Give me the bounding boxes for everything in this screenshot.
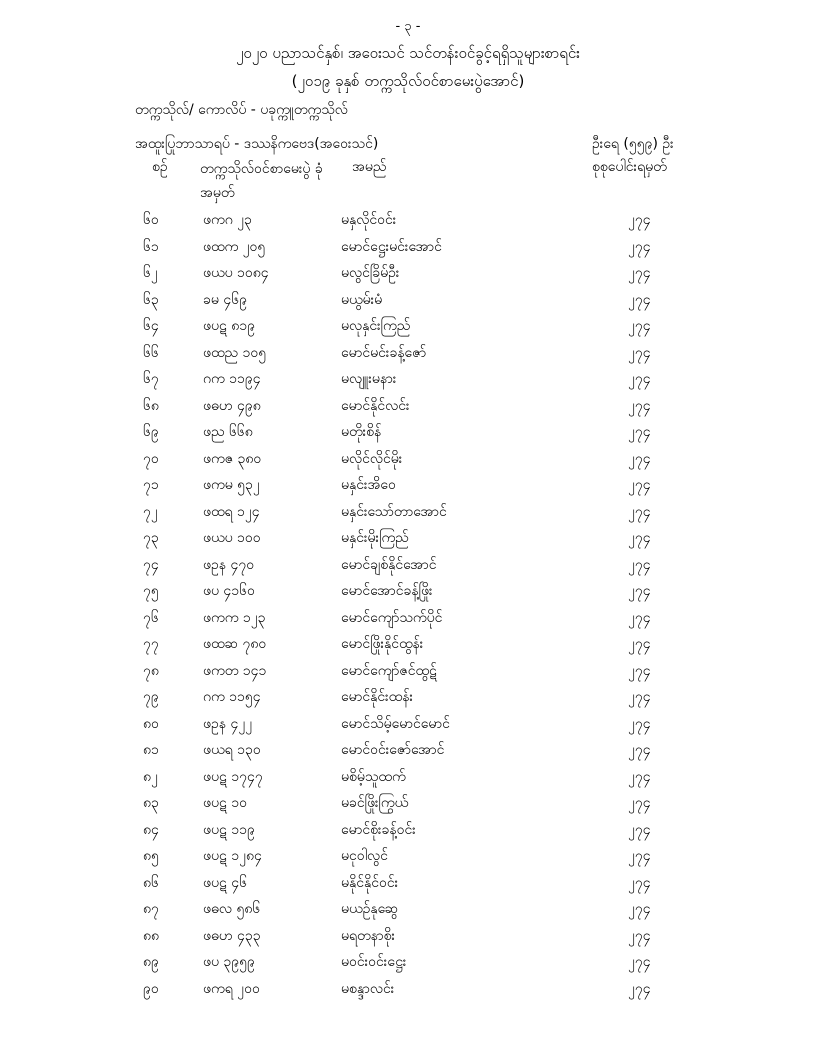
row-serial: ၇၈ xyxy=(143,662,159,679)
table-row xyxy=(0,420,816,447)
row-total-marks: ၂၇၄ xyxy=(628,530,651,546)
header-total-marks: စုစုပေါင်းရမှတ် xyxy=(592,159,667,175)
row-roll-number: ဖကရ ၂၀၀ xyxy=(203,980,260,997)
row-serial: ၇၆ xyxy=(143,609,159,626)
row-serial: ၇၀ xyxy=(143,450,159,467)
row-total-marks: ၂၇၄ xyxy=(628,212,651,228)
table-row xyxy=(0,950,816,977)
table-row xyxy=(0,367,816,394)
table-row xyxy=(0,844,816,871)
row-name: မောင်ကျော်သက်ပိုင် xyxy=(341,609,443,626)
row-name: မလုနှင်းကြည် xyxy=(341,318,411,334)
row-roll-number: ဖကက ၁၂၃ xyxy=(203,609,266,626)
header-roll-number: တက္ကသိုလ်ဝင်စာမေးပွဲ ခုံအမှတ် xyxy=(200,161,323,201)
row-total-marks: ၂၇၄ xyxy=(628,450,651,467)
row-total-marks: ၂၇၄ xyxy=(628,238,651,255)
row-name: မောင်နိုင်းထန်း xyxy=(341,689,414,705)
row-roll-number: ဖကတ ၁၄၁ xyxy=(203,662,267,679)
row-name: မနှင်းအိဝေ xyxy=(341,477,396,493)
row-total-marks: ၂၇၄ xyxy=(628,742,651,758)
row-name: မောင်ဋ္ဌေးမင်းအောင် xyxy=(341,238,442,255)
row-name: မောင်ချစ်နိုင်အောင် xyxy=(341,556,437,573)
row-name: မနှင်းမိုးကြည် xyxy=(341,530,409,546)
row-name: မောင်ကျော်ဇင်ထွဋ် xyxy=(341,662,437,679)
table-row xyxy=(0,606,816,633)
row-roll-number: ဖထရ ၁၂၄ xyxy=(203,503,260,520)
table-row xyxy=(0,632,816,659)
row-serial: ၇၄ xyxy=(143,556,159,573)
row-total-marks: ၂၇၄ xyxy=(628,291,651,308)
document-subtitle: (၂၀၁၉ ခုနှစ် တက္ကသိုလ်ဝင်စာမေးပွဲအောင်) xyxy=(291,72,525,90)
row-total-marks: ၂၇၄ xyxy=(628,318,651,334)
table-row xyxy=(0,288,816,315)
row-roll-number: ဖဓဟ ၄၉၈ xyxy=(203,397,261,414)
university-line: တက္ကသိုလ်/ ကောလိပ် - ပခုက္ကူတက္ကသိုလ် xyxy=(135,102,348,118)
table-row xyxy=(0,473,816,500)
row-roll-number: ဖကမ ၅၃၂ xyxy=(203,477,260,493)
table-row xyxy=(0,447,816,474)
row-roll-number: ဖကဂ ၂၃ xyxy=(203,212,252,228)
table-row xyxy=(0,738,816,765)
row-total-marks: ၂၇၄ xyxy=(628,927,651,944)
row-total-marks: ၂၇၄ xyxy=(628,901,651,917)
results-list xyxy=(0,208,816,1003)
table-row xyxy=(0,871,816,898)
table-row xyxy=(0,500,816,527)
row-serial: ၈၄ xyxy=(143,821,159,838)
row-name: မောင်နိုင်လင်း xyxy=(341,397,410,414)
table-row xyxy=(0,261,816,288)
row-roll-number: ဖပဋ ၁၂၈၄ xyxy=(203,848,262,864)
row-roll-number: ခမ ၄၆၉ xyxy=(203,291,247,308)
row-serial: ၈၃ xyxy=(143,795,159,811)
row-roll-number: ဖပဋ ၁၁၉ xyxy=(203,821,255,838)
row-total-marks: ၂၇၄ xyxy=(628,556,651,573)
row-serial: ၇၃ xyxy=(143,530,159,546)
row-serial: ၈၅ xyxy=(143,848,159,864)
row-total-marks: ၂၇၄ xyxy=(628,689,651,705)
row-roll-number: ဖည ၆၆၈ xyxy=(203,424,253,440)
row-name: မနှင်းသော်တာအောင် xyxy=(341,503,447,520)
row-name: မောင်ဝင်းဇော်အောင် xyxy=(341,742,445,758)
row-roll-number: ဖထည ၁၀၅ xyxy=(203,344,267,361)
row-roll-number: ဖထဆ ၇၈၀ xyxy=(203,636,267,652)
table-row xyxy=(0,526,816,553)
row-name: မယွမ်းမံ xyxy=(341,291,383,308)
table-row xyxy=(0,341,816,368)
row-total-marks: ၂၇၄ xyxy=(628,609,651,626)
row-total-marks: ၂၇၄ xyxy=(628,874,651,891)
row-serial: ၈၆ xyxy=(143,874,159,891)
row-total-marks: ၂၇၄ xyxy=(628,768,651,785)
row-serial: ၇၂ xyxy=(143,503,158,520)
table-row xyxy=(0,765,816,792)
table-row xyxy=(0,579,816,606)
row-total-marks: ၂၇၄ xyxy=(628,662,651,679)
row-serial: ၆၁ xyxy=(143,238,159,255)
row-serial: ၇၁ xyxy=(143,477,159,493)
row-serial: ၆၆ xyxy=(143,344,159,361)
row-total-marks: ၂၇၄ xyxy=(628,715,651,732)
table-row xyxy=(0,712,816,739)
row-roll-number: ဖပဋ ၄၆ xyxy=(203,874,247,891)
row-serial: ၈၉ xyxy=(143,954,159,970)
subject-line: အထူးပြုဘာသာရပ် - ဒဿနိကဗေဒ(အဝေးသင်) xyxy=(135,136,379,152)
row-roll-number: ဖပဋ ၁၇၄၇ xyxy=(203,768,263,785)
row-name: မလိုင်လိုင်မိုး xyxy=(341,450,403,467)
row-roll-number: ဖကဇ ၃၈၀ xyxy=(203,450,262,467)
row-total-marks: ၂၇၄ xyxy=(628,477,651,493)
table-row xyxy=(0,314,816,341)
row-total-marks: ၂၇၄ xyxy=(628,424,651,440)
row-name: မရတနာစိုး xyxy=(341,927,396,944)
row-name: မောင်မင်းခန့်ဇော် xyxy=(341,344,427,361)
table-row xyxy=(0,394,816,421)
page-number: - ၃ - xyxy=(395,19,421,34)
row-serial: ၆၈ xyxy=(143,397,159,414)
row-roll-number: ဖဓလ ၅၈၆ xyxy=(203,901,261,917)
row-serial: ၇၇ xyxy=(143,636,159,652)
row-serial: ၆၀ xyxy=(143,212,159,228)
header-serial: စဉ် xyxy=(152,159,168,175)
row-roll-number: ဖပ ၃၉၅၉ xyxy=(203,954,255,970)
row-serial: ၆၄ xyxy=(143,318,159,334)
row-name: မနှလိုင်ဝင်း xyxy=(341,212,397,228)
row-roll-number: ဖပဋ ၈၁၉ xyxy=(203,318,255,334)
document-title: ၂၀၂၀ ပညာသင်နှစ်၊ အဝေးသင် သင်တန်းဝင်ခွင့်ရရှိသူများစာရင်း xyxy=(236,44,580,62)
row-serial: ၈၀ xyxy=(143,715,159,732)
row-serial: ၈၈ xyxy=(143,927,159,944)
row-total-marks: ၂၇၄ xyxy=(628,848,651,864)
row-roll-number: ဂက ၁၁၅၄ xyxy=(203,689,261,705)
row-serial: ၈၂ xyxy=(143,768,158,785)
row-serial: ၈၇ xyxy=(143,901,159,917)
row-name: မောင်သိမ့်မောင်မောင် xyxy=(341,715,450,732)
row-serial: ၈၁ xyxy=(143,742,159,758)
table-row xyxy=(0,208,816,235)
table-row xyxy=(0,897,816,924)
row-total-marks: ၂၇၄ xyxy=(628,371,651,387)
row-roll-number: ဖယပ ၁၀၀ xyxy=(203,530,261,546)
row-roll-number: ဖဥန ၄၇၀ xyxy=(203,556,255,573)
table-row xyxy=(0,659,816,686)
row-roll-number: ဖယပ ၁၀၈၄ xyxy=(203,265,269,281)
row-total-marks: ၂၇၄ xyxy=(628,954,651,970)
table-row xyxy=(0,553,816,580)
row-name: မလွင်ခြိမ်ဦး xyxy=(341,265,400,281)
row-total-marks: ၂၇၄ xyxy=(628,636,651,652)
row-roll-number: ဖထက ၂၀၅ xyxy=(203,238,266,255)
row-serial: ၆၇ xyxy=(143,371,159,387)
row-total-marks: ၂၇၄ xyxy=(628,397,651,414)
row-roll-number: ဖဓဟ ၄၃၃ xyxy=(203,927,261,944)
row-total-marks: ၂၇၄ xyxy=(628,265,651,281)
row-roll-number: ဂက ၁၁၉၄ xyxy=(203,371,261,387)
row-roll-number: ဖယရ ၁၃၀ xyxy=(203,742,261,758)
row-total-marks: ၂၇၄ xyxy=(628,344,651,361)
row-serial: ၇၉ xyxy=(143,689,159,705)
row-name: မောင်ဖြိုးနိုင်ထွန်း xyxy=(341,636,424,652)
row-serial: ၆၂ xyxy=(143,265,158,281)
row-name: မစိမ့်သူထက် xyxy=(341,768,406,785)
row-name: မနိုင်နိုင်ဝင်း xyxy=(341,874,399,891)
row-name: မောင်အောင်ခန့်ဖြိုး xyxy=(341,583,433,599)
row-total-marks: ၂၇၄ xyxy=(628,980,651,997)
row-total-marks: ၂၇၄ xyxy=(628,503,651,520)
row-name: မောင်စိုးခန့်ဝင်း xyxy=(341,821,416,838)
row-name: မငုဝါလွင် xyxy=(341,848,388,864)
table-row xyxy=(0,977,816,1004)
row-roll-number: ဖပ ၄၁၆၀ xyxy=(203,583,255,599)
row-name: မတိုးစိန် xyxy=(341,424,382,440)
row-name: မလျူးမနား xyxy=(341,371,397,387)
table-row xyxy=(0,685,816,712)
row-name: မဝင်းဝင်းဋ္ဌေး xyxy=(341,954,407,970)
total-count: ဦးရေ (၅၅၉) ဦး xyxy=(592,136,674,152)
row-serial: ၉၀ xyxy=(143,980,159,997)
row-name: မစန္ဒာလင်း xyxy=(341,980,395,997)
table-row xyxy=(0,818,816,845)
row-name: မခင်ဖြိုးကြွယ် xyxy=(341,795,409,811)
row-roll-number: ဖပဋ ၁၀ xyxy=(203,795,247,811)
header-name: အမည် xyxy=(352,159,387,175)
row-roll-number: ဖဥန ၄၂၂ xyxy=(203,715,253,732)
row-name: မယဉ်နုဆွေ xyxy=(341,901,399,917)
row-total-marks: ၂၇၄ xyxy=(628,821,651,838)
table-row xyxy=(0,235,816,262)
row-total-marks: ၂၇၄ xyxy=(628,795,651,811)
table-row xyxy=(0,924,816,951)
row-serial: ၆၃ xyxy=(143,291,159,308)
table-row xyxy=(0,791,816,818)
row-serial: ၆၉ xyxy=(143,424,159,440)
row-serial: ၇၅ xyxy=(143,583,159,599)
row-total-marks: ၂၇၄ xyxy=(628,583,651,599)
